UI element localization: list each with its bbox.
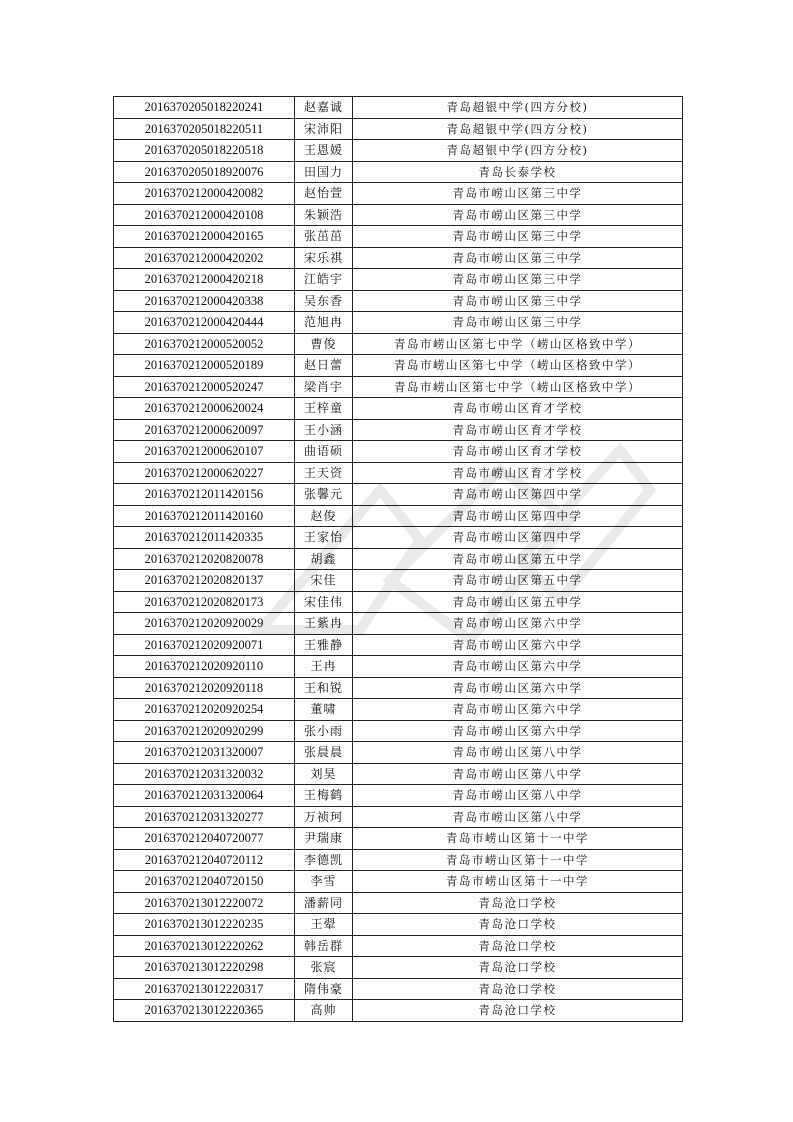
table-row [114,484,683,506]
student-id-cell: 2016370212031320032 [114,763,295,785]
table-row [114,978,683,1000]
table-row [114,849,683,871]
school-name-cell: 青岛市崂山区育才学校 [353,419,683,441]
student-id-cell: 2016370212020920299 [114,720,295,742]
student-id-cell: 2016370213012220072 [114,892,295,914]
student-name-cell: 李德凯 [295,849,353,871]
student-name-cell: 朱颖浩 [295,204,353,226]
student-name-cell: 王家怡 [295,527,353,549]
school-name-cell: 青岛市崂山区育才学校 [353,462,683,484]
school-name-cell: 青岛市崂山区育才学校 [353,398,683,420]
student-id-cell: 2016370212000620107 [114,441,295,463]
student-id-cell: 2016370212031320277 [114,806,295,828]
school-name-cell: 青岛市崂山区第十一中学 [353,849,683,871]
student-name-cell: 尹瑞康 [295,828,353,850]
student-id-cell: 2016370212020920110 [114,656,295,678]
table-row [114,699,683,721]
table-row [114,634,683,656]
student-name-cell: 田国力 [295,161,353,183]
table-row [114,957,683,979]
table-row [114,892,683,914]
table-row [114,118,683,140]
table-row [114,97,683,119]
table-row [114,183,683,205]
school-name-cell: 青岛沧口学校 [353,1000,683,1022]
table-row [114,527,683,549]
student-name-cell: 曲语硕 [295,441,353,463]
table-row [114,398,683,420]
school-name-cell: 青岛市崂山区第八中学 [353,806,683,828]
student-name-cell: 张茁茁 [295,226,353,248]
student-name-cell: 董啸 [295,699,353,721]
table-row [114,828,683,850]
table-row [114,140,683,162]
student-id-cell: 2016370212000620227 [114,462,295,484]
school-name-cell: 青岛超银中学(四方分校) [353,118,683,140]
student-id-cell: 2016370212040720077 [114,828,295,850]
table-row [114,441,683,463]
school-name-cell: 青岛市崂山区第六中学 [353,720,683,742]
student-id-cell: 2016370212020820078 [114,548,295,570]
student-name-cell: 王和锐 [295,677,353,699]
table-row [114,806,683,828]
student-id-cell: 2016370212011420160 [114,505,295,527]
table-row [114,355,683,377]
student-name-cell: 张馨元 [295,484,353,506]
student-name-cell: 宋佳 [295,570,353,592]
student-id-cell: 2016370212040720150 [114,871,295,893]
student-id-cell: 2016370212020920071 [114,634,295,656]
student-name-cell: 张小雨 [295,720,353,742]
roster-body [114,97,683,1022]
table-row [114,226,683,248]
school-name-cell: 青岛市崂山区第七中学（崂山区格致中学） [353,333,683,355]
table-row [114,462,683,484]
school-name-cell: 青岛沧口学校 [353,957,683,979]
school-name-cell: 青岛市崂山区第三中学 [353,290,683,312]
school-name-cell: 青岛市崂山区第六中学 [353,656,683,678]
student-id-cell: 2016370212000420218 [114,269,295,291]
student-name-cell: 江皓宇 [295,269,353,291]
student-name-cell: 王梅鹤 [295,785,353,807]
student-name-cell: 万祯珂 [295,806,353,828]
student-name-cell: 曹俊 [295,333,353,355]
school-name-cell: 青岛市崂山区第五中学 [353,548,683,570]
student-id-cell: 2016370205018220241 [114,97,295,119]
table-row [114,613,683,635]
student-id-cell: 2016370212000520247 [114,376,295,398]
student-id-cell: 2016370212040720112 [114,849,295,871]
student-name-cell: 赵日蕾 [295,355,353,377]
school-name-cell: 青岛市崂山区第三中学 [353,183,683,205]
student-name-cell: 李雪 [295,871,353,893]
student-id-cell: 2016370212000420202 [114,247,295,269]
student-id-cell: 2016370212020820137 [114,570,295,592]
school-name-cell: 青岛沧口学校 [353,892,683,914]
student-name-cell: 赵嘉诚 [295,97,353,119]
table-row [114,677,683,699]
table-row [114,1000,683,1022]
student-name-cell: 刘昊 [295,763,353,785]
school-name-cell: 青岛市崂山区第十一中学 [353,871,683,893]
student-id-cell: 2016370213012220262 [114,935,295,957]
student-name-cell: 张晨晨 [295,742,353,764]
school-name-cell: 青岛沧口学校 [353,914,683,936]
school-name-cell: 青岛市崂山区第四中学 [353,484,683,506]
student-id-cell: 2016370212020920118 [114,677,295,699]
student-name-cell: 王冉 [295,656,353,678]
student-id-cell: 2016370212000420338 [114,290,295,312]
student-id-cell: 2016370212020920254 [114,699,295,721]
table-row [114,871,683,893]
student-id-cell: 2016370213012220365 [114,1000,295,1022]
school-name-cell: 青岛市崂山区第六中学 [353,699,683,721]
school-name-cell: 青岛长泰学校 [353,161,683,183]
student-name-cell: 吴东香 [295,290,353,312]
school-name-cell: 青岛市崂山区第三中学 [353,247,683,269]
table-row [114,785,683,807]
student-name-cell: 宋沛阳 [295,118,353,140]
student-id-cell: 2016370212000420165 [114,226,295,248]
table-row [114,247,683,269]
student-name-cell: 王梓童 [295,398,353,420]
school-name-cell: 青岛市崂山区第三中学 [353,312,683,334]
student-name-cell: 王雅静 [295,634,353,656]
student-id-cell: 2016370212031320064 [114,785,295,807]
table-row [114,312,683,334]
student-name-cell: 范旭冉 [295,312,353,334]
school-name-cell: 青岛市崂山区第三中学 [353,269,683,291]
student-id-cell: 2016370212000420082 [114,183,295,205]
table-row [114,570,683,592]
student-id-cell: 2016370213012220235 [114,914,295,936]
school-name-cell: 青岛市崂山区第六中学 [353,613,683,635]
table-row [114,656,683,678]
school-name-cell: 青岛市崂山区第八中学 [353,785,683,807]
student-id-cell: 2016370205018220518 [114,140,295,162]
school-name-cell: 青岛市崂山区育才学校 [353,441,683,463]
student-name-cell: 潘薪同 [295,892,353,914]
student-name-cell: 梁肖宇 [295,376,353,398]
school-name-cell: 青岛市崂山区第八中学 [353,742,683,764]
student-name-cell: 张宸 [295,957,353,979]
table-row [114,591,683,613]
school-name-cell: 青岛超银中学(四方分校) [353,97,683,119]
student-name-cell: 王紫冉 [295,613,353,635]
student-id-cell: 2016370212000520189 [114,355,295,377]
table-row [114,935,683,957]
school-name-cell: 青岛市崂山区第四中学 [353,505,683,527]
student-id-cell: 2016370212020920029 [114,613,295,635]
student-id-cell: 2016370212000620024 [114,398,295,420]
student-name-cell: 王恩媛 [295,140,353,162]
student-name-cell: 宋佳伟 [295,591,353,613]
student-name-cell: 宋乐祺 [295,247,353,269]
student-id-cell: 2016370205018220511 [114,118,295,140]
student-name-cell: 赵俊 [295,505,353,527]
student-name-cell: 王小涵 [295,419,353,441]
table-row [114,914,683,936]
student-id-cell: 2016370212000520052 [114,333,295,355]
student-id-cell: 2016370213012220317 [114,978,295,1000]
table-row [114,204,683,226]
school-name-cell: 青岛市崂山区第七中学（崂山区格致中学） [353,376,683,398]
school-name-cell: 青岛市崂山区第五中学 [353,591,683,613]
table-row [114,548,683,570]
student-name-cell: 胡鑫 [295,548,353,570]
student-name-cell: 王天资 [295,462,353,484]
student-id-cell: 2016370213012220298 [114,957,295,979]
student-name-cell: 韩岳群 [295,935,353,957]
school-name-cell: 青岛市崂山区第三中学 [353,204,683,226]
school-name-cell: 青岛市崂山区第六中学 [353,677,683,699]
table-row [114,161,683,183]
student-id-cell: 2016370212011420156 [114,484,295,506]
school-name-cell: 青岛市崂山区第六中学 [353,634,683,656]
table-row [114,720,683,742]
student-id-cell: 2016370212000420108 [114,204,295,226]
table-row [114,376,683,398]
table-row [114,290,683,312]
student-name-cell: 高帅 [295,1000,353,1022]
table-row [114,763,683,785]
student-name-cell: 隋伟豪 [295,978,353,1000]
student-id-cell: 2016370212011420335 [114,527,295,549]
school-name-cell: 青岛沧口学校 [353,978,683,1000]
school-name-cell: 青岛市崂山区第七中学（崂山区格致中学） [353,355,683,377]
school-name-cell: 青岛市崂山区第十一中学 [353,828,683,850]
student-roster-table [113,96,683,1022]
table-row [114,505,683,527]
student-name-cell: 王翚 [295,914,353,936]
school-name-cell: 青岛市崂山区第四中学 [353,527,683,549]
school-name-cell: 青岛市崂山区第三中学 [353,226,683,248]
student-id-cell: 2016370205018920076 [114,161,295,183]
school-name-cell: 青岛市崂山区第五中学 [353,570,683,592]
student-name-cell: 赵怡萱 [295,183,353,205]
student-id-cell: 2016370212020820173 [114,591,295,613]
school-name-cell: 青岛沧口学校 [353,935,683,957]
table-row [114,742,683,764]
student-id-cell: 2016370212000620097 [114,419,295,441]
table-row [114,419,683,441]
table-row [114,269,683,291]
school-name-cell: 青岛市崂山区第八中学 [353,763,683,785]
student-id-cell: 2016370212031320007 [114,742,295,764]
school-name-cell: 青岛超银中学(四方分校) [353,140,683,162]
student-id-cell: 2016370212000420444 [114,312,295,334]
table-row [114,333,683,355]
